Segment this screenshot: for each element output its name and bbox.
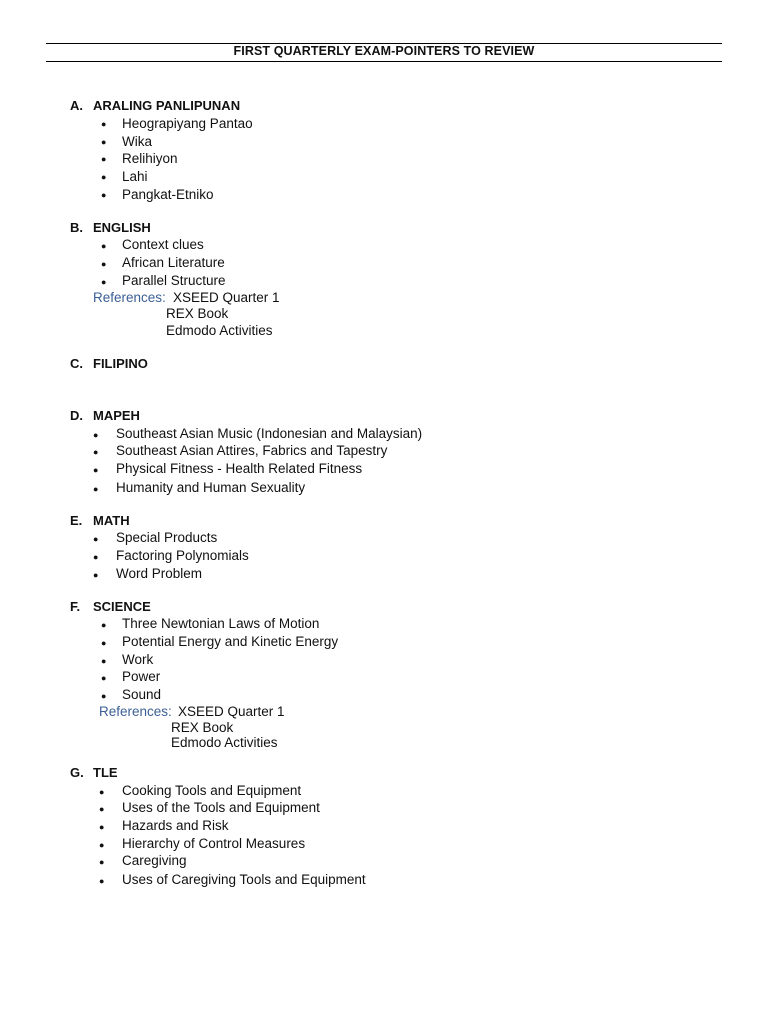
bullet-icon: ● — [99, 840, 105, 850]
references-label: References: — [99, 704, 172, 719]
list-item: Uses of Caregiving Tools and Equipment — [122, 872, 366, 887]
bullet-icon: ● — [99, 822, 105, 832]
bullet-icon: ● — [101, 277, 107, 287]
section-letter: E. — [70, 513, 83, 528]
reference-line: Edmodo Activities — [166, 323, 273, 338]
list-item: Relihiyon — [122, 151, 178, 166]
section-letter: G. — [70, 765, 84, 780]
list-item: Hazards and Risk — [122, 818, 229, 833]
section-letter: D. — [70, 408, 83, 423]
bullet-icon: ● — [101, 172, 107, 182]
list-item: Factoring Polynomials — [116, 548, 249, 563]
bullet-icon: ● — [101, 656, 107, 666]
references-label: References: — [93, 290, 166, 305]
list-item: Special Products — [116, 530, 218, 545]
list-item: Cooking Tools and Equipment — [122, 783, 302, 798]
list-item: Physical Fitness - Health Related Fitness — [116, 461, 363, 476]
list-item: Work — [122, 652, 154, 667]
section-letter: F. — [70, 599, 81, 614]
bullet-icon: ● — [93, 570, 99, 580]
bullet-icon: ● — [101, 638, 107, 648]
bullet-icon: ● — [93, 465, 99, 475]
bullet-icon: ● — [93, 447, 99, 457]
bullet-icon: ● — [93, 430, 99, 440]
list-item: Southeast Asian Music (Indonesian and Malaysian) — [116, 426, 423, 441]
bullet-icon: ● — [101, 137, 107, 147]
bullet-icon: ● — [99, 787, 105, 797]
bullet-icon: ● — [101, 259, 107, 269]
section-name: ARALING PANLIPUNAN — [93, 98, 241, 113]
bullet-icon: ● — [99, 804, 105, 814]
list-item: Southeast Asian Attires, Fabrics and Tapestry — [116, 443, 388, 458]
list-item: Word Problem — [116, 566, 203, 581]
section-letter: A. — [70, 98, 83, 113]
reference-line: REX Book — [171, 720, 234, 735]
section-name: FILIPINO — [93, 356, 148, 371]
bullet-icon: ● — [93, 484, 99, 494]
list-item: Three Newtonian Laws of Motion — [122, 616, 320, 631]
list-item: Potential Energy and Kinetic Energy — [122, 634, 339, 649]
reference-line: XSEED Quarter 1 — [178, 704, 285, 719]
bullet-icon: ● — [101, 620, 107, 630]
bullet-icon: ● — [101, 241, 107, 251]
bullet-icon: ● — [101, 154, 107, 164]
list-item: Power — [122, 669, 161, 684]
section-letter: C. — [70, 356, 83, 371]
list-item: Heograpiyang Pantao — [122, 116, 253, 131]
section-name: MAPEH — [93, 408, 140, 423]
bullet-icon: ● — [101, 190, 107, 200]
list-item: Uses of the Tools and Equipment — [122, 800, 320, 815]
bullet-icon: ● — [93, 552, 99, 562]
list-item: Parallel Structure — [122, 273, 226, 288]
section-name: TLE — [93, 765, 118, 780]
bullet-icon: ● — [101, 119, 107, 129]
list-item: African Literature — [122, 255, 225, 270]
reference-line: REX Book — [166, 306, 229, 321]
list-item: Pangkat-Etniko — [122, 187, 214, 202]
bullet-icon: ● — [101, 673, 107, 683]
section-name: MATH — [93, 513, 130, 528]
list-item: Context clues — [122, 237, 204, 252]
page-title: FIRST QUARTERLY EXAM-POINTERS TO REVIEW — [233, 44, 535, 58]
title-underline — [46, 61, 722, 62]
list-item: Sound — [122, 687, 162, 702]
reference-line: Edmodo Activities — [171, 735, 278, 750]
list-item: Lahi — [122, 169, 148, 184]
section-name: ENGLISH — [93, 220, 151, 235]
list-item: Caregiving — [122, 853, 187, 868]
bullet-icon: ● — [93, 534, 99, 544]
bullet-icon: ● — [99, 857, 105, 867]
list-item: Hierarchy of Control Measures — [122, 836, 306, 851]
bullet-icon: ● — [101, 691, 107, 701]
bullet-icon: ● — [99, 876, 105, 886]
reference-line: XSEED Quarter 1 — [173, 290, 280, 305]
section-letter: B. — [70, 220, 83, 235]
section-name: SCIENCE — [93, 599, 151, 614]
list-item: Wika — [122, 134, 152, 149]
list-item: Humanity and Human Sexuality — [116, 480, 306, 495]
